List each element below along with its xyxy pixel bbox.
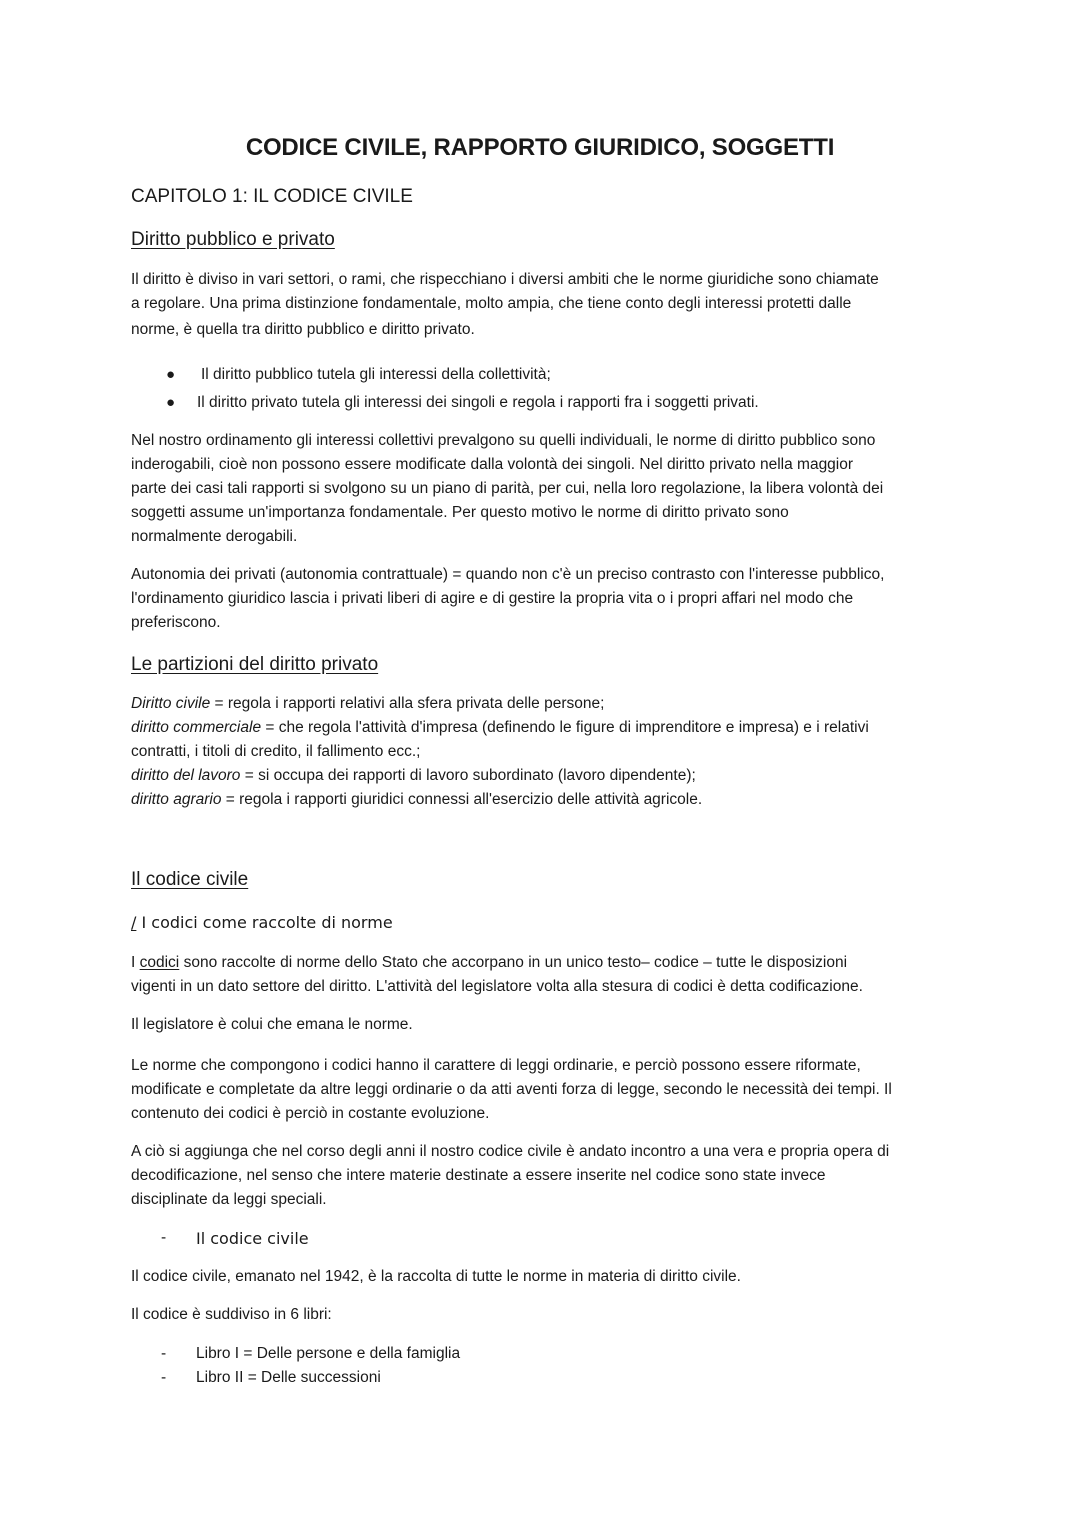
bullet-item: Il diritto pubblico tutela gli interessi della collettività; <box>201 366 551 383</box>
paragraph-line: A ciò si aggiunga che nel corso degli anni il nostro codice civile è andato incontro a una vera e propria opera di <box>131 1143 890 1160</box>
subheading-text: I codici come raccolte di norme <box>136 913 393 932</box>
section-heading-codice-civile: Il codice civile <box>131 869 249 890</box>
bullet-icon: ● <box>166 366 176 383</box>
book-item: Libro II = Delle successioni <box>196 1369 381 1386</box>
paragraph-line: contenuto dei codici è perciò in costante evoluzione. <box>131 1105 490 1122</box>
text-run: sono raccolte di norme dello Stato che accorpano in un unico testo– codice – tutte le disposizioni <box>179 954 848 971</box>
paragraph-line: Le norme che compongono i codici hanno il carattere di leggi ordinarie, e perciò possono essere riformate, <box>131 1057 861 1074</box>
book-item: Libro I = Delle persone e della famiglia <box>196 1345 461 1362</box>
paragraph-line: Autonomia dei privati (autonomia contrattuale) = quando non c'è un preciso contrasto con l'interesse pubblico, <box>131 566 885 583</box>
partition-term: Diritto civile <box>131 695 211 712</box>
partition-item <box>131 695 604 713</box>
partition-item <box>131 719 869 737</box>
partition-text: = che regola l'attività d'impresa (definendo le figure di imprenditore e impresa) e i relativi <box>261 719 869 736</box>
dash-marker: - <box>161 1369 167 1386</box>
subheading-codici <box>131 913 393 932</box>
paragraph-line: soggetti assume un'importanza fondamentale. Per questo motivo le norme di diritto privato sono <box>131 504 789 521</box>
paragraph-line: inderogabili, cioè non possono essere modificate dalla volontà dei singoli. Nel diritto privato nella maggior <box>131 456 854 473</box>
text-run: I <box>131 954 140 971</box>
partition-text: = si occupa dei rapporti di lavoro subordinato (lavoro dipendente); <box>240 767 696 784</box>
paragraph-line: disciplinate da leggi speciali. <box>131 1191 327 1208</box>
partition-text: contratti, i titoli di credito, il fallimento ecc.; <box>131 743 421 760</box>
partition-item <box>131 791 702 809</box>
partition-term: diritto commerciale <box>131 719 262 736</box>
partition-term: diritto agrario <box>131 791 222 808</box>
subheading-marker: / <box>131 913 137 932</box>
paragraph-line: Il codice è suddiviso in 6 libri: <box>131 1306 332 1323</box>
dash-heading: Il codice civile <box>196 1229 309 1248</box>
partition-term: diritto del lavoro <box>131 767 241 784</box>
paragraph-line: l'ordinamento giuridico lascia i privati liberi di agire e di gestire la propria vita o i propri affari nel modo che <box>131 590 854 607</box>
bullet-icon: ● <box>166 394 176 411</box>
dash-marker: - <box>161 1345 167 1362</box>
paragraph-line: Nel nostro ordinamento gli interessi collettivi prevalgono su quelli individuali, le norme di diritto pubblico sono <box>131 432 876 449</box>
partition-item <box>131 743 420 761</box>
chapter-heading: CAPITOLO 1: IL CODICE CIVILE <box>131 186 413 207</box>
paragraph-line: parte dei casi tali rapporti si svolgono su un piano di parità, per cui, nella loro regolazione, la libera volontà dei <box>131 480 884 497</box>
paragraph-line: decodificazione, nel senso che intere materie destinate a essere inserite nel codice sono state invece <box>131 1167 826 1184</box>
paragraph-line: Il legislatore è colui che emana le norme. <box>131 1016 413 1033</box>
document-title: CODICE CIVILE, RAPPORTO GIURIDICO, SOGGETTI <box>245 134 835 161</box>
section-heading-partizioni: Le partizioni del diritto privato <box>131 654 379 675</box>
paragraph-line: vigenti in un dato settore del diritto. L'attività del legislatore volta alla stesura di codici è detta codificazione. <box>131 978 863 995</box>
paragraph-line: modificate e completate da altre leggi ordinarie o da atti aventi forza di legge, secondo le necessità dei tempi. Il <box>131 1081 892 1098</box>
section-heading-diritto-pubblico: Diritto pubblico e privato <box>131 229 335 250</box>
dash-marker: - <box>161 1229 167 1246</box>
partition-text: = regola i rapporti giuridici connessi all'esercizio delle attività agricole. <box>221 791 703 808</box>
paragraph-line: norme, è quella tra diritto pubblico e diritto privato. <box>131 321 475 338</box>
term-codici: codici <box>139 954 180 971</box>
paragraph-line: preferiscono. <box>131 614 221 631</box>
partition-item <box>131 767 696 785</box>
bullet-item: Il diritto privato tutela gli interessi dei singoli e regola i rapporti fra i soggetti privati. <box>197 394 759 411</box>
paragraph-line: Il diritto è diviso in vari settori, o rami, che rispecchiano i diversi ambiti che le norme giuridiche sono chiamate <box>131 271 879 288</box>
paragraph-line <box>131 954 847 972</box>
paragraph-line: normalmente derogabili. <box>131 528 298 545</box>
paragraph-line: Il codice civile, emanato nel 1942, è la raccolta di tutte le norme in materia di diritto civile. <box>131 1268 741 1285</box>
partition-text: = regola i rapporti relativi alla sfera privata delle persone; <box>210 695 605 712</box>
paragraph-line: a regolare. Una prima distinzione fondamentale, molto ampia, che tiene conto degli interessi protetti dalle <box>131 295 852 312</box>
